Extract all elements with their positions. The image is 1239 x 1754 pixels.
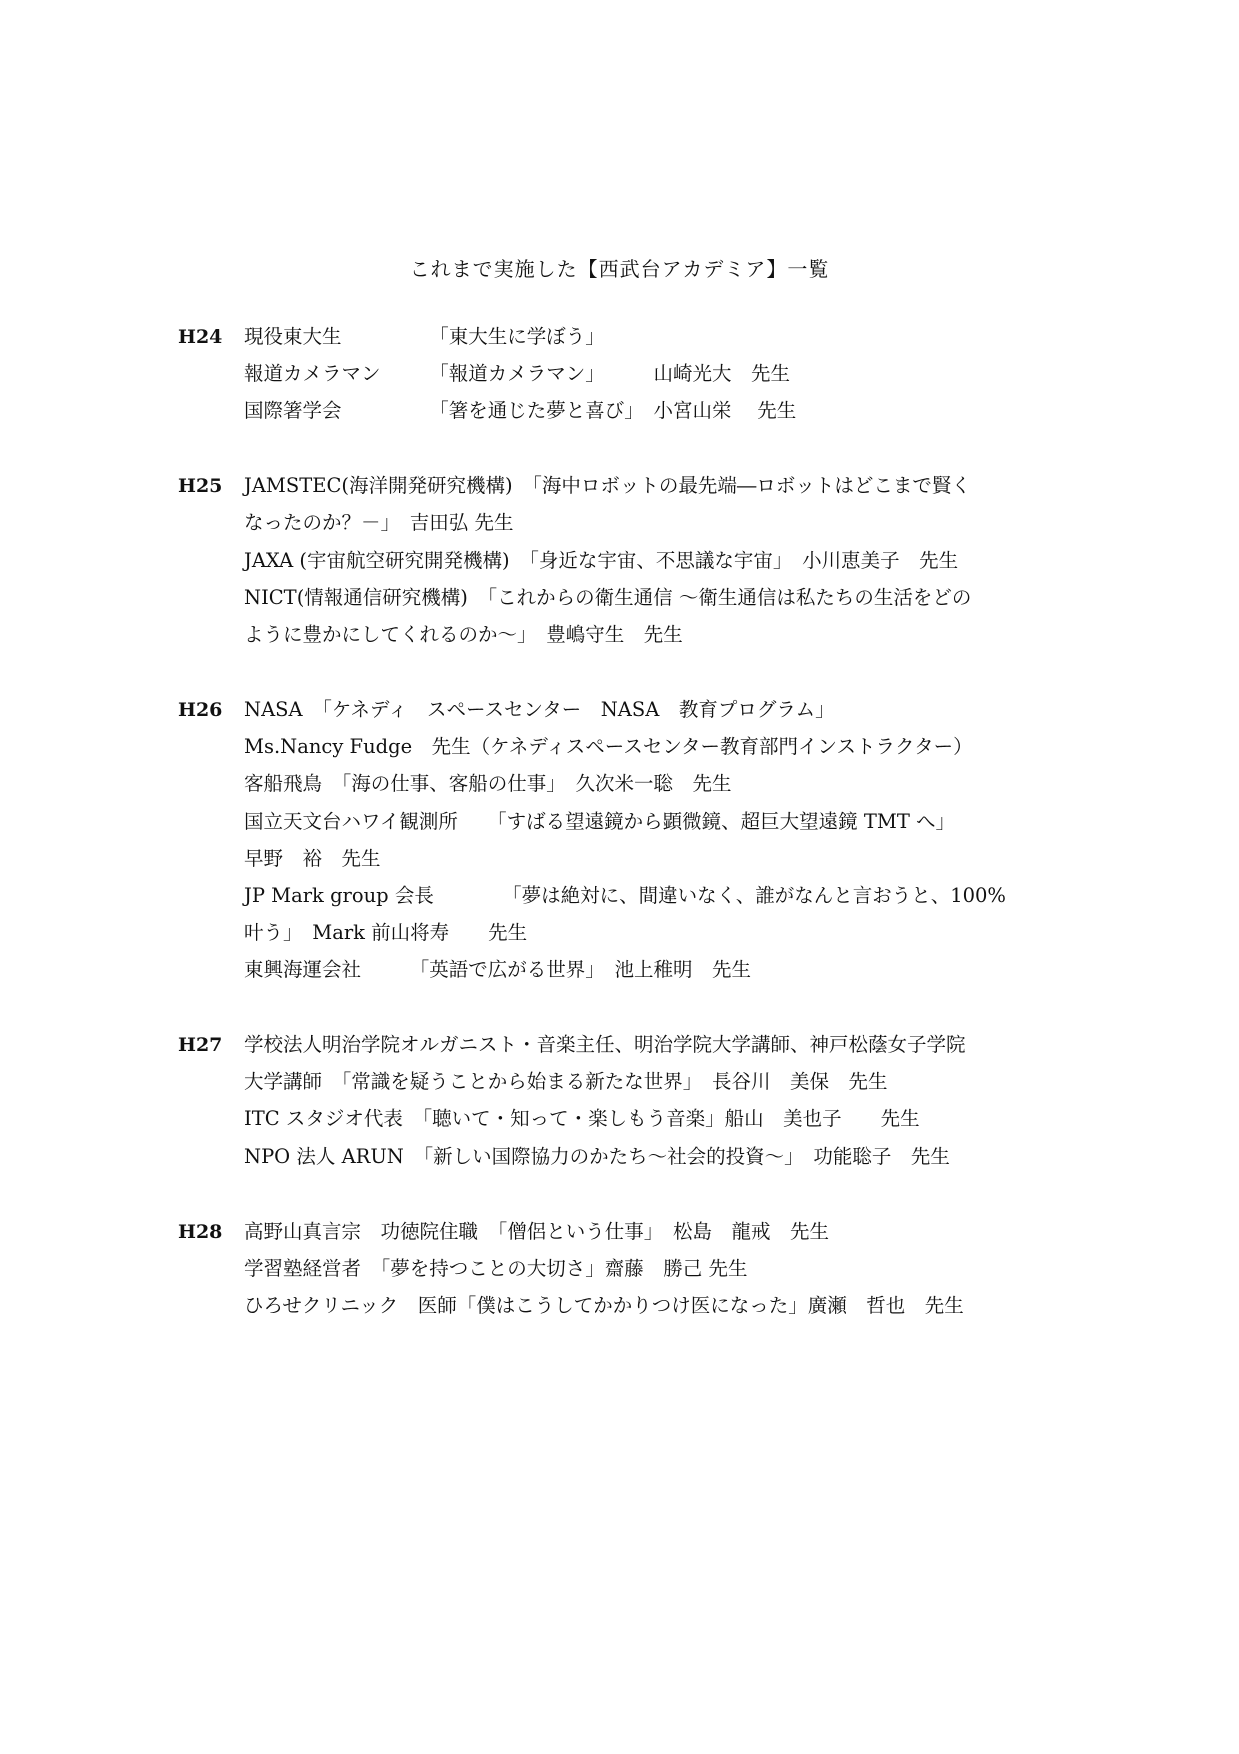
entry-line: JP Mark group 会長 「夢は絶対に、間違いなく、誰がなんと言おうと、100% bbox=[244, 884, 1006, 907]
year-label-h25: H25 bbox=[178, 475, 223, 497]
entry-line: 早野 裕 先生 bbox=[244, 847, 381, 870]
year-label-h26: H26 bbox=[178, 699, 223, 721]
entry-line: NASA 「ケネディ スペースセンター NASA 教育プログラム」 bbox=[244, 698, 835, 721]
entry-line: JAXA (宇宙航空研究開発機構) 「身近な宇宙、不思議な宇宙」 小川恵美子 先生 bbox=[244, 549, 959, 572]
entry-line: 報道カメラマン 「報道カメラマン」 山崎光大 先生 bbox=[244, 362, 791, 385]
year-label-h27: H27 bbox=[178, 1034, 223, 1056]
entry-line: 客船飛鳥 「海の仕事、客船の仕事」 久次米一聡 先生 bbox=[244, 772, 732, 795]
entry-line: 大学講師 「常識を疑うことから始まる新たな世界」 長谷川 美保 先生 bbox=[244, 1070, 888, 1093]
entry-line: 叶う」 Mark 前山将寿 先生 bbox=[244, 921, 528, 944]
entry-line: 学校法人明治学院オルガニスト・音楽主任、明治学院大学講師、神戸松蔭女子学院 bbox=[244, 1033, 966, 1056]
entry-line: Ms.Nancy Fudge 先生（ケネディスペースセンター教育部門インストラクター） bbox=[244, 735, 973, 758]
page-title: これまで実施した【西武台アカデミア】一覧 bbox=[409, 257, 830, 281]
year-label-h28: H28 bbox=[178, 1221, 223, 1243]
year-label-h24: H24 bbox=[178, 326, 223, 348]
entry-line: JAMSTEC(海洋開発研究機構) 「海中ロボットの最先端―ロボットはどこまで賢く bbox=[244, 474, 971, 497]
entry-line: 国際箸学会 「箸を通じた夢と喜び」 小宮山栄 先生 bbox=[244, 399, 797, 422]
entry-line: 高野山真言宗 功徳院住職 「僧侶という仕事」 松島 龍戒 先生 bbox=[244, 1220, 830, 1243]
entry-line: ひろせクリニック 医師「僕はこうしてかかりつけ医になった」廣瀬 哲也 先生 bbox=[244, 1294, 964, 1317]
entry-line: 学習塾経営者 「夢を持つことの大切さ」齋藤 勝己 先生 bbox=[244, 1257, 748, 1280]
entry-line: ITC スタジオ代表 「聴いて・知って・楽しもう音楽」船山 美也子 先生 bbox=[244, 1107, 920, 1130]
entry-line: ように豊かにしてくれるのか〜」 豊嶋守生 先生 bbox=[244, 623, 683, 646]
entry-line: 国立天文台ハワイ観測所 「すばる望遠鏡から顕微鏡、超巨大望遠鏡 TMT へ」 bbox=[244, 810, 956, 833]
entry-line: 現役東大生 「東大生に学ぼう」 bbox=[244, 325, 605, 348]
entry-line: NPO 法人 ARUN 「新しい国際協力のかたち〜社会的投資〜」 功能聡子 先生 bbox=[244, 1145, 950, 1168]
entry-line: なったのか？－」 吉田弘 先生 bbox=[244, 511, 514, 534]
entry-line: 東興海運会社 「英語で広がる世界」 池上稚明 先生 bbox=[244, 958, 752, 981]
entry-line: NICT(情報通信研究機構) 「これからの衛生通信 〜衛生通信は私たちの生活をどの bbox=[244, 586, 972, 609]
